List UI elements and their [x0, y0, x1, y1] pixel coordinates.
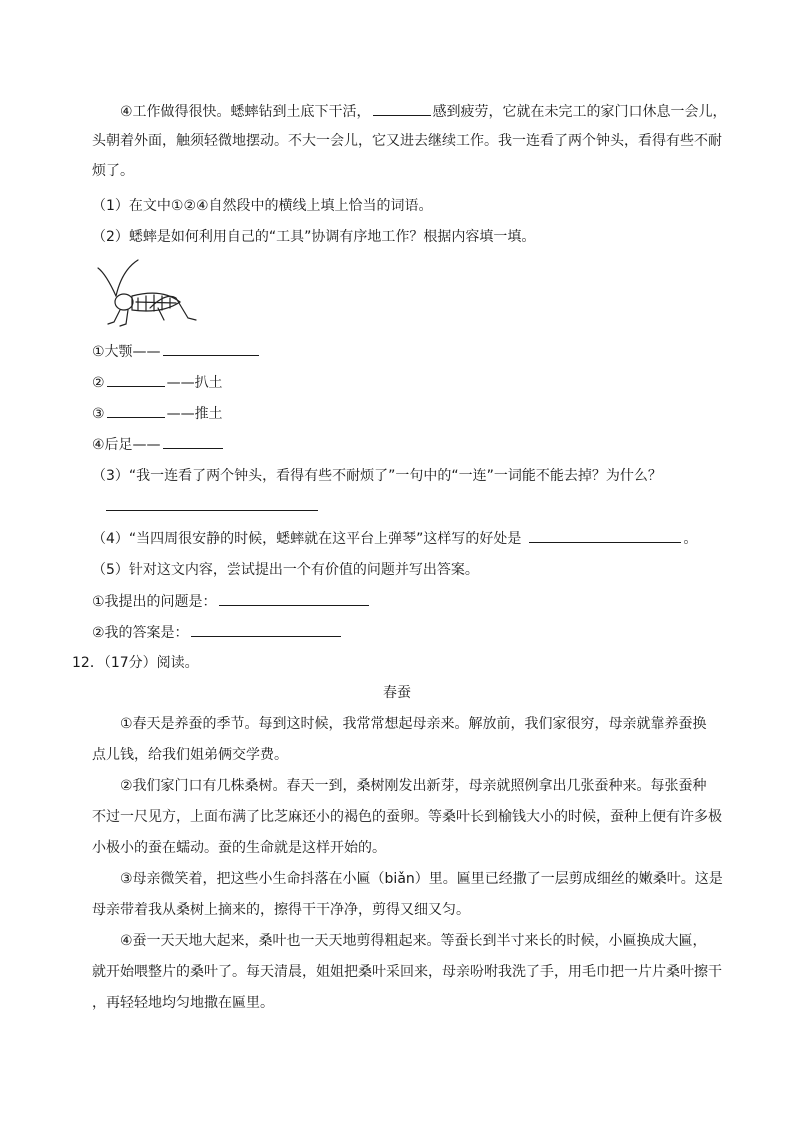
- tool-item-3: [92, 403, 712, 424]
- story-p4-line-3: ，再轻轻地均匀地撒在匾里。: [92, 995, 274, 1011]
- story-p4-line-2: 就开始喂整片的桑叶了。每天清晨，姐姐把桑叶采回来，母亲吩咐我洗了手，用毛巾把一片片桑叶擦干: [92, 964, 722, 980]
- story-p1-line-1: ①春天是养蚕的季节。每到这时候，我常常想起母亲来。解放前，我们家很穷，母亲就靠养蚕换: [120, 716, 707, 732]
- question-1: （1）在文中①②④自然段中的横线上填上恰当的词语。: [92, 198, 433, 214]
- question-3: （3）“我一连看了两个钟头，看得有些不耐烦了”一句中的“一连”一词能不能去掉？为什么？: [92, 468, 662, 484]
- text: ③: [92, 406, 105, 422]
- text: ②我的答案是：: [92, 625, 189, 641]
- story-title: 春蚕: [383, 685, 411, 701]
- fill-blank-tool-4[interactable]: [163, 434, 223, 449]
- question-5: （5）针对这文内容，尝试提出一个有价值的问题并写出答案。: [92, 562, 479, 578]
- tool-item-2: [92, 372, 712, 393]
- text: ——推土: [166, 406, 223, 422]
- tool-item-1: [92, 341, 712, 362]
- fill-blank-p4[interactable]: [373, 101, 431, 116]
- answer-line-q3[interactable]: [106, 510, 318, 511]
- text: 感到疲劳，它就在未完工的家门口休息一会儿，: [432, 104, 727, 120]
- story-p1-line-2: 点儿钱，给我们姐弟俩交学费。: [92, 747, 288, 763]
- text: ——扒土: [166, 375, 223, 391]
- tool-item-4: [92, 434, 712, 455]
- fill-blank-q4[interactable]: [529, 528, 681, 543]
- story-p3-line-1: ③母亲微笑着，把这些小生命抖落在小匾（biǎn）里。匾里已经撒了一层剪成细丝的嫩桑叶。这是: [120, 871, 723, 887]
- fill-blank-q5-question[interactable]: [219, 591, 369, 606]
- text: ①我提出的问题是：: [92, 594, 217, 610]
- fill-blank-tool-2[interactable]: [107, 372, 165, 387]
- paragraph-4-line-1: [120, 101, 740, 122]
- paragraph-4-line-2: 头朝着外面，触须轻微地摆动。不大一会儿，它又进去继续工作。我一连看了两个钟头，看得有些不耐: [92, 133, 722, 149]
- question-5-item-2: [92, 622, 712, 643]
- fill-blank-q5-answer[interactable]: [191, 622, 341, 637]
- text: ④工作做得很快。蟋蟀钻到土底下干活，: [120, 104, 371, 120]
- question-12: 12．（17分）阅读。: [72, 655, 199, 671]
- text: ④后足——: [92, 437, 161, 453]
- fill-blank-tool-1[interactable]: [163, 341, 259, 356]
- story-p4-line-1: ④蚕一天天地大起来，桑叶也一天天地剪得粗起来。等蚕长到半寸来长的时候，小匾换成大匾，: [120, 933, 707, 949]
- text: 。: [683, 531, 698, 547]
- story-p2-line-2: 不过一尺见方，上面布满了比芝麻还小的褐色的蚕卵。等桑叶长到榆钱大小的时候，蚕种上便有许多极: [92, 809, 722, 825]
- story-p2-line-1: ②我们家门口有几株桑树。春天一到，桑树刚发出新芽，母亲就照例拿出几张蚕种来。每张蚕种: [120, 778, 707, 794]
- question-4: [92, 528, 712, 549]
- text: （4）“当四周很安静的时候，蟋蟀就在这平台上弹琴”这样写的好处是: [92, 531, 522, 547]
- question-5-item-1: [92, 591, 712, 612]
- question-2: （2）蟋蟀是如何利用自己的“工具”协调有序地工作？根据内容填一填。: [92, 229, 536, 245]
- text: ②: [92, 375, 105, 391]
- story-p3-line-2: 母亲带着我从桑树上摘来的，擦得干干净净，剪得又细又匀。: [92, 902, 470, 918]
- text: ①大颚——: [92, 344, 161, 360]
- paragraph-4-line-3: 烦了。: [92, 163, 134, 179]
- fill-blank-tool-3[interactable]: [107, 403, 165, 418]
- story-p2-line-3: 小极小的蚕在蠕动。蚕的生命就是这样开始的。: [92, 840, 386, 856]
- cricket-illustration: [92, 258, 200, 328]
